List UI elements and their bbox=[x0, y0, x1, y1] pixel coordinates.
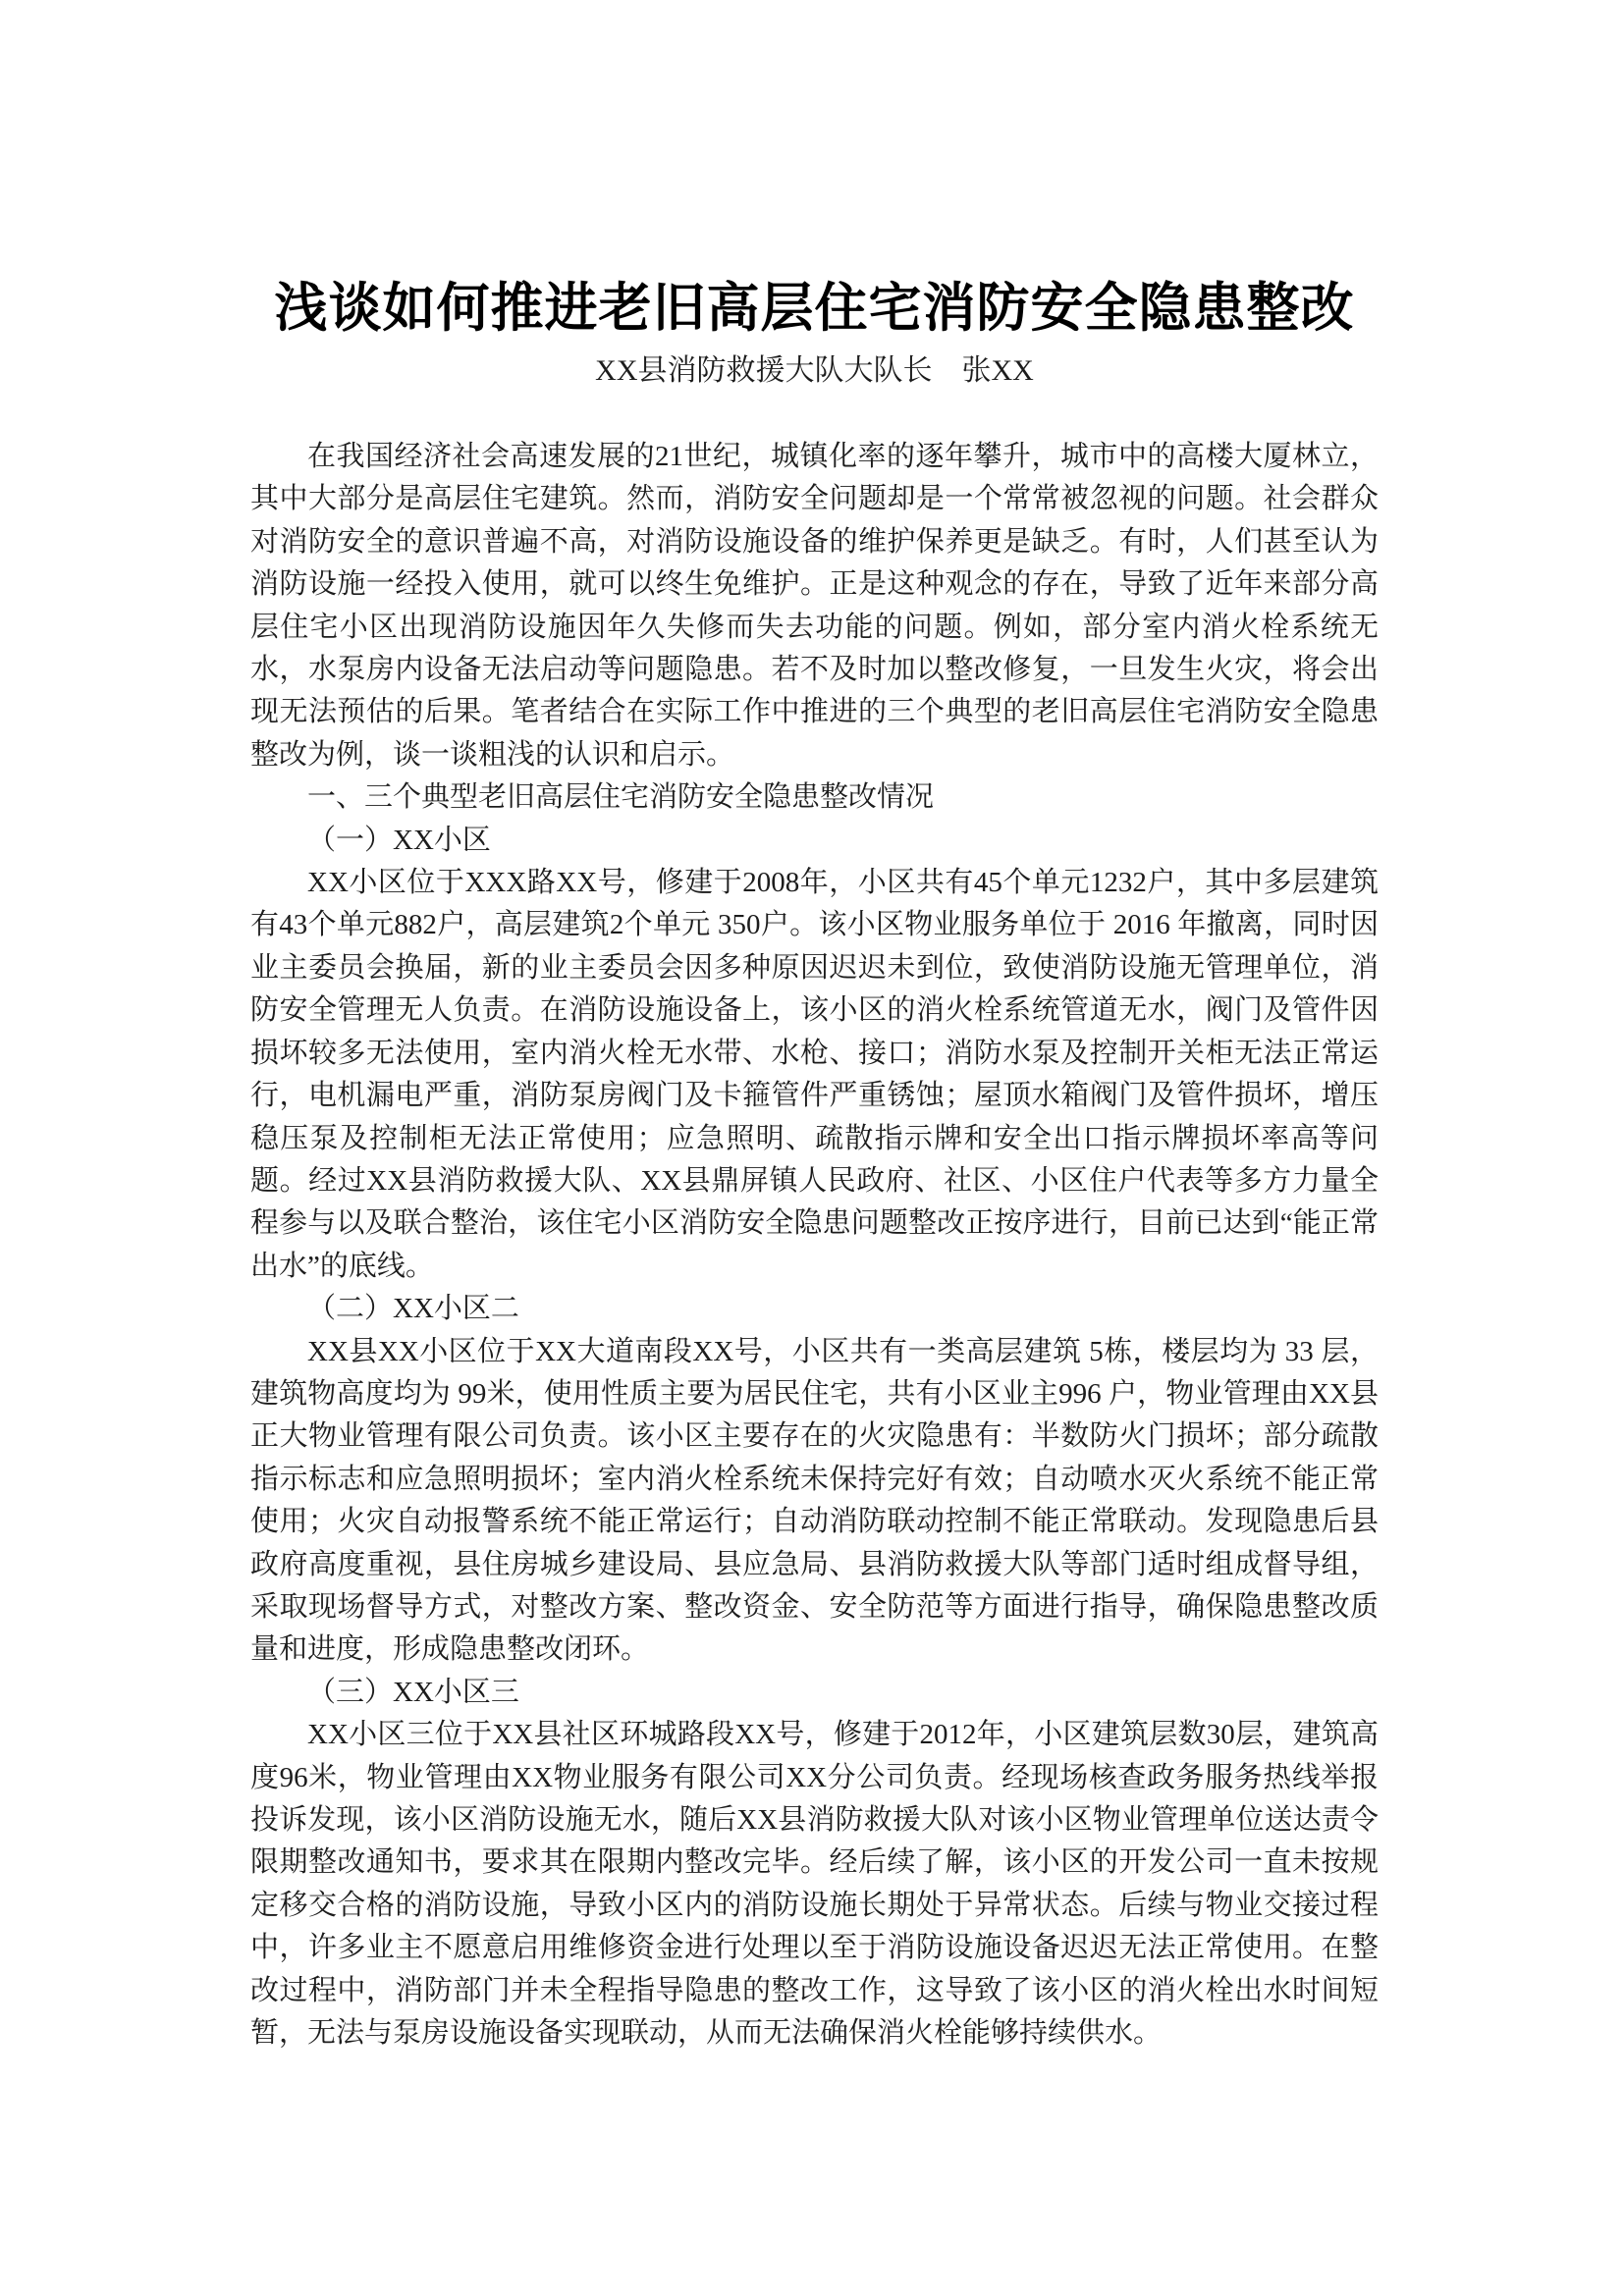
subsection-heading: （三）XX小区三 bbox=[307, 1676, 519, 1708]
subsection-heading: （一）XX小区 bbox=[307, 824, 491, 856]
paragraph: 在我国经济社会高速发展的21世纪，城镇化率的逐年攀升，城市中的高楼大厦林立，其中大部分是高层住宅建筑。然而，消防安全问题却是一个常常被忽视的问题。社会群众对消防安全的意识普遍不高，对消防设施设备的维护保养更是缺乏。有时，人们甚至认为消防设施一经投入使用，就可以终生免维护。正是这种观念的存在，导致了近年来部分高层住宅小区出现消防设施因年久失修而失去功能的问题。例如，部分室内消火栓系统无水，水泵房内设备无法启动等问题隐患。若不及时加以整改修复，一旦发生火灾，将会出现无法预估的后果。笔者结合在实际工作中推进的三个典型的老旧高层住宅消防安全隐患整改为例，谈一谈粗浅的认识和启示。 bbox=[250, 441, 1379, 771]
section-heading: 一、三个典型老旧高层住宅消防安全隐患整改情况 bbox=[307, 781, 935, 814]
subsection-heading: （二）XX小区二 bbox=[307, 1293, 519, 1325]
paragraph: XX县XX小区位于XX大道南段XX号，小区共有一类高层建筑 5栋，楼层均为 33 层，建筑物高度均为 99米，使用性质主要为居民住宅，共有小区业主996 户，物业管理由XX县正大物业管理有限公司负责。该小区主要存在的火灾隐患有：半数防火门损坏；部分疏散指示标志和应急照明损坏；室内消火栓系统未保持完好有效；自动喷水灭火系统不能正常使用；火灾自动报警系统不能正常运行；自动消防联动控制不能正常联动。发现隐患后县政府高度重视，县住房城乡建设局、县应急局、县消防救援大队等部门适时组成督导组，采取现场督导方式，对整改方案、整改资金、安全防范等方面进行指导，确保隐患整改质量和进度，形成隐患整改闭环。 bbox=[250, 1335, 1379, 1666]
document-body bbox=[250, 436, 1379, 2055]
paragraph: XX小区位于XXX路XX号，修建于2008年，小区共有45个单元1232户，其中多层建筑有43个单元882户，高层建筑2个单元 350户。该小区物业服务单位于 2016 年撤离，同时因业主委员会换届，新的业主委员会因多种原因迟迟未到位，致使消防设施无管理单位，消防安全管理无人负责。在消防设施设备上，该小区的消火栓系统管道无水，阀门及管件因损坏较多无法使用，室内消火栓无水带、水枪、接口；消防水泵及控制开关柜无法正常运行，电机漏电严重，消防泵房阀门及卡箍管件严重锈蚀；屋顶水箱阀门及管件损坏，增压稳压泵及控制柜无法正常使用；应急照明、疏散指示牌和安全出口指示牌损坏率高等问题。经过XX县消防救援大队、XX县鼎屏镇人民政府、社区、小区住户代表等多方力量全程参与以及联合整治，该住宅小区消防安全隐患问题整改正按序进行，目前已达到“能正常出水”的底线。 bbox=[250, 867, 1379, 1282]
byline: XX县消防救援大队大队长 张XX bbox=[595, 354, 1034, 387]
paragraph: XX小区三位于XX县社区环城路段XX号，修建于2012年，小区建筑层数30层，建筑高度96米，物业管理由XX物业服务有限公司XX分公司负责。经现场核查政务服务热线举报投诉发现，该小区消防设施无水，随后XX县消防救援大队对该小区物业管理单位送达责令限期整改通知书，要求其在限期内整改完毕。经后续了解，该小区的开发公司一直未按规定移交合格的消防设施，导致小区内的消防设施长期处于异常状态。后续与物业交接过程中，许多业主不愿意启用维修资金进行处理以至于消防设施设备迟迟无法正常使用。在整改过程中，消防部门并未全程指导隐患的整改工作，这导致了该小区的消火栓出水时间短暂，无法与泵房设施设备实现联动，从而无法确保消火栓能够持续供水。 bbox=[250, 1719, 1379, 2050]
page-title: 浅谈如何推进老旧高层住宅消防安全隐患整改 bbox=[274, 279, 1355, 338]
